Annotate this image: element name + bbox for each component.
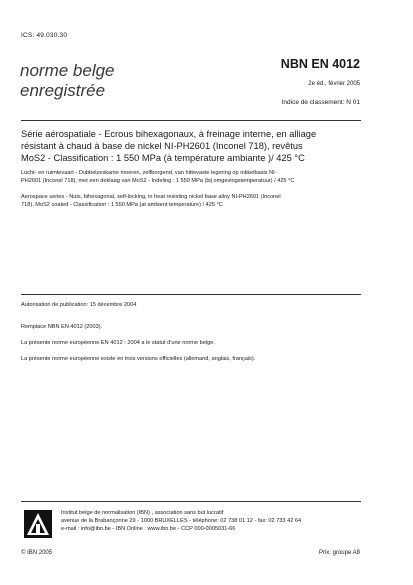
price-group: Prix: groupe A8	[318, 550, 360, 556]
ics-code: ICS: 49.030.30	[21, 32, 68, 39]
document-title-en	[21, 193, 386, 209]
title-line-3: MoS2 - Classification : 1 550 MPa (à température ambiante )/ 425 °C	[21, 153, 305, 163]
middle-divider	[21, 294, 361, 295]
institute-address	[61, 509, 301, 533]
versions-note: La présente norme européenne existe en trois versions officielles (allemand, anglais, français).	[21, 356, 256, 362]
header-divider	[21, 120, 361, 121]
address-line-2: avenue de la Brabançonne 29 - 1000 BRUXELLES - téléphone: 02 738 01 12 - fax: 02 733 42 64	[61, 518, 302, 524]
title-line-2: résistant à chaud à base de nickel NI-PH2601 (Inconel 718), revêtus	[21, 141, 303, 151]
document-title-nl	[21, 169, 386, 185]
classification-index: Indice de classement: N 01	[281, 99, 360, 106]
nl-title-line-1: Lucht- en ruimtevaart - Dubbelzeskante moeren, zelfborgend, van hittevaste legering op nikkelbasis NI-	[21, 170, 277, 176]
ibn-logo-icon	[24, 510, 52, 538]
document-title-fr	[21, 128, 381, 164]
replaces-note: Remplace NBN EN 4012 (2003).	[21, 324, 103, 330]
standard-number: NBN EN 4012	[280, 57, 360, 71]
status-note: La présente norme européenne EN 4012 : 2004 a le statut d'une norme belge.	[21, 340, 215, 346]
address-line-1: Institut belge de normalisation (IBN) , association sans but lucratif	[61, 510, 224, 516]
publication-authorization: Autorisation de publication: 15 décembre 2004	[21, 302, 137, 308]
en-title-line-2: 718), MoS2 coated - Classification : 1 550 MPa (at ambient temperature) / 425 °C	[21, 202, 223, 208]
brand-line-2: enregistrée	[20, 81, 106, 100]
title-line-1: Série aérospatiale - Ecrous bihexagonaux, à freinage interne, en alliage	[21, 129, 317, 139]
nl-title-line-2: PH2601 (Inconel 718), met een deklaag van MoS2 - Indeling : 1 550 MPa (bij omgevingstemperatuur) / 425 °C	[21, 178, 295, 184]
address-line-3: e-mail : info@ibn.be - IBN Online : www.ibn.be - CCP 000-0005031-66	[61, 526, 236, 532]
edition-date: 2e éd., février 2005	[308, 81, 360, 87]
brand-line-1: norme belge	[20, 61, 115, 80]
copyright: © IBN 2005	[21, 550, 53, 556]
footer-divider	[21, 501, 361, 502]
en-title-line-1: Aerospace series - Nuts, bihexagonal, self-locking, in heat resisting nickel base alloy NI-PH2601 (Inconel	[21, 194, 281, 200]
brand-title	[20, 61, 115, 101]
